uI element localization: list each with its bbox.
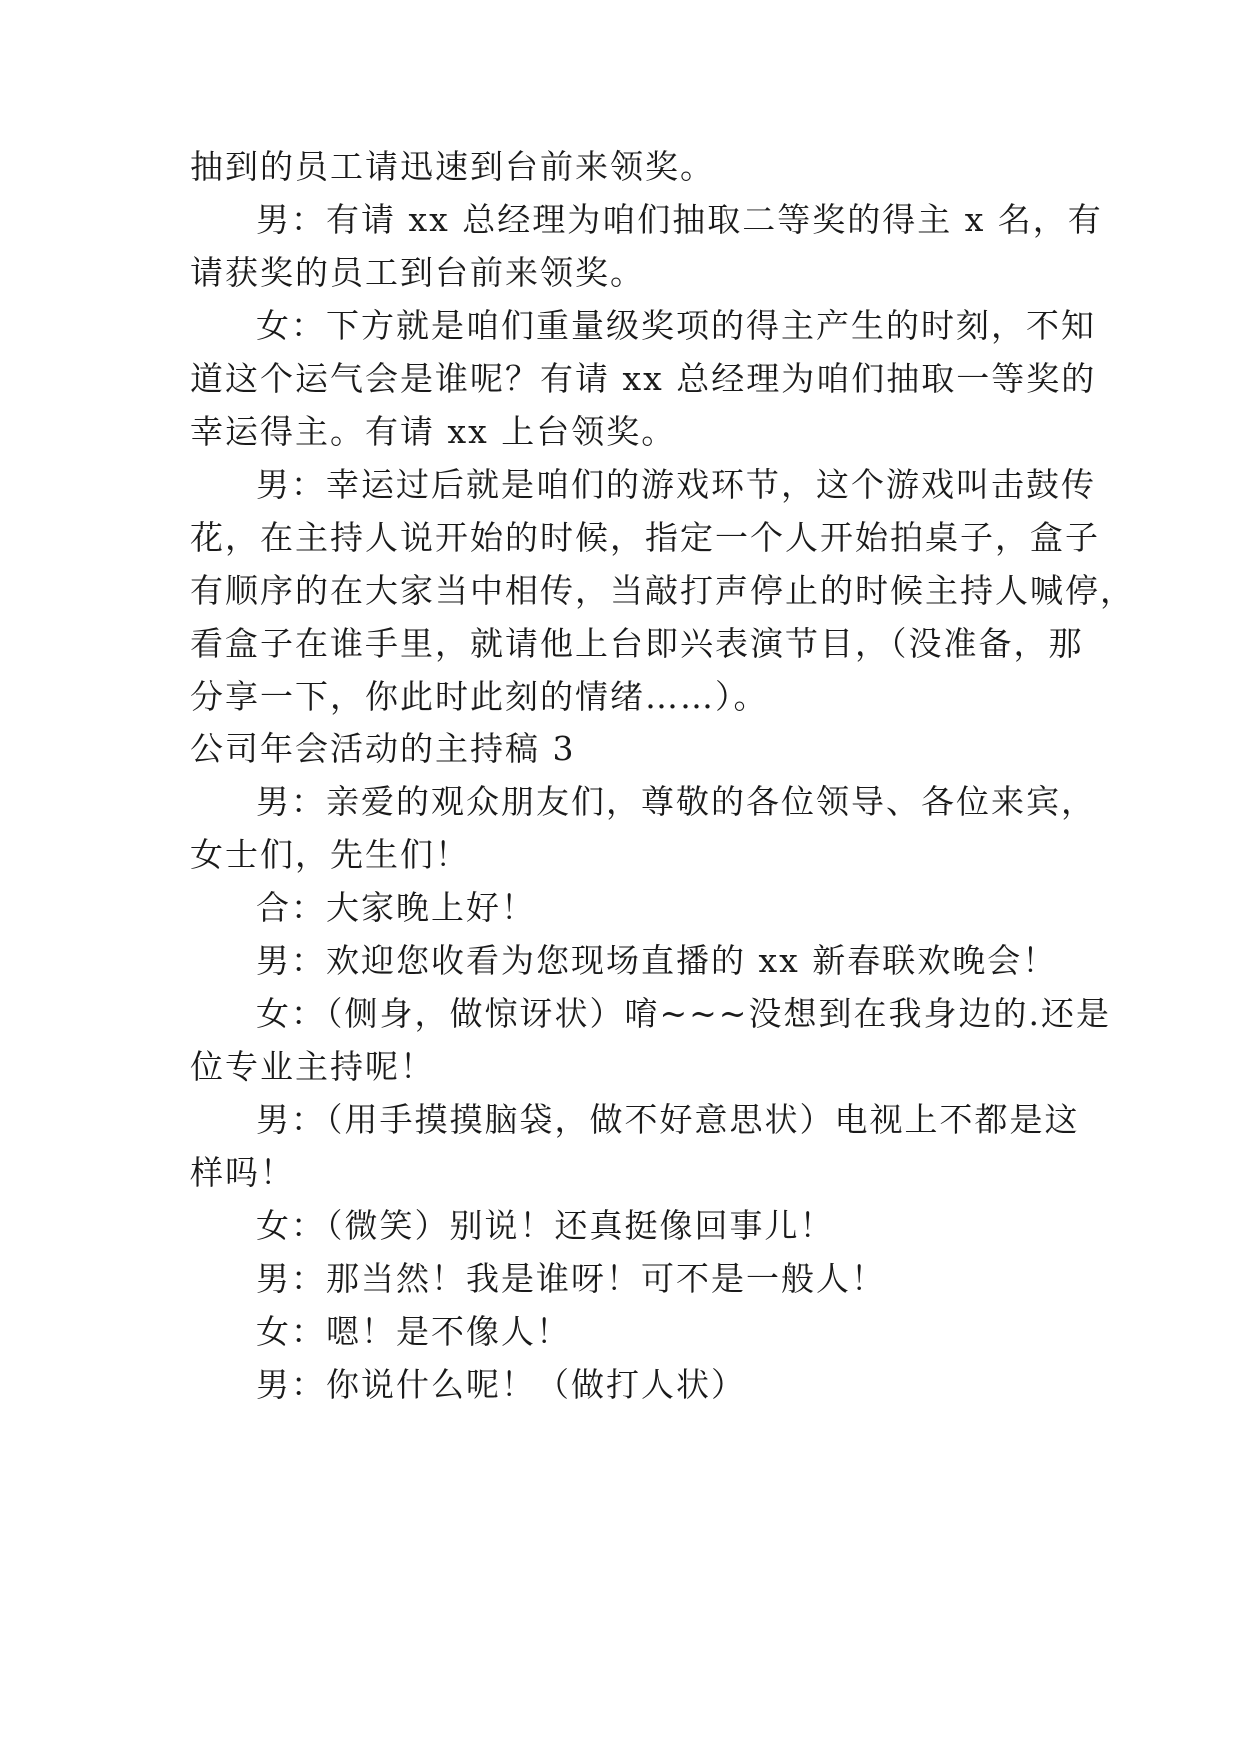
text-line: 男：那当然！我是谁呀！可不是一般人！ [256,1259,886,1298]
text-line: 女：（微笑）别说！还真挺像回事儿！ [256,1206,835,1245]
text-line: 女：（侧身，做惊讶状）唷~~~没想到在我身边的.还是 [256,994,1111,1033]
text-line: 女士们，先生们！ [190,835,470,874]
text-line: 看盒子在谁手里，就请他上台即兴表演节目，（没准备，那 [190,624,1084,663]
text-line: 男：（用手摸摸脑袋，做不好意思状）电视上不都是这 [256,1100,1080,1139]
text-line: 男：有请 xx 总经理为咱们抽取二等奖的得主 x 名，有 [256,200,1103,239]
section-heading: 公司年会活动的主持稿 3 [190,729,576,768]
text-line: 样吗！ [190,1153,295,1192]
text-line: 女：嗯！是不像人！ [256,1312,571,1351]
text-line: 男：你说什么呢！（做打人状） [256,1365,746,1404]
text-line: 有顺序的在大家当中相传，当敲打声停止的时候主持人喊停， [190,571,1135,610]
text-line: 幸运得主。有请 xx 上台领奖。 [190,412,677,451]
text-line: 男：亲爱的观众朋友们，尊敬的各位领导、各位来宾， [256,782,1096,821]
text-line: 女：下方就是咱们重量级奖项的得主产生的时刻，不知 [256,306,1096,345]
text-line: 分享一下，你此时此刻的情绪……）。 [190,677,769,716]
text-line: 位专业主持呢！ [190,1047,435,1086]
text-line: 合：大家晚上好！ [256,888,536,927]
text-line: 花，在主持人说开始的时候，指定一个人开始拍桌子，盒子 [190,518,1100,557]
text-line: 男：幸运过后就是咱们的游戏环节，这个游戏叫击鼓传 [256,465,1096,504]
text-line: 道这个运气会是谁呢？有请 xx 总经理为咱们抽取一等奖的 [190,359,1097,398]
text-line: 请获奖的员工到台前来领奖。 [190,253,645,292]
text-line: 抽到的员工请迅速到台前来领奖。 [190,147,715,186]
text-line: 男：欢迎您收看为您现场直播的 xx 新春联欢晚会！ [256,941,1058,980]
